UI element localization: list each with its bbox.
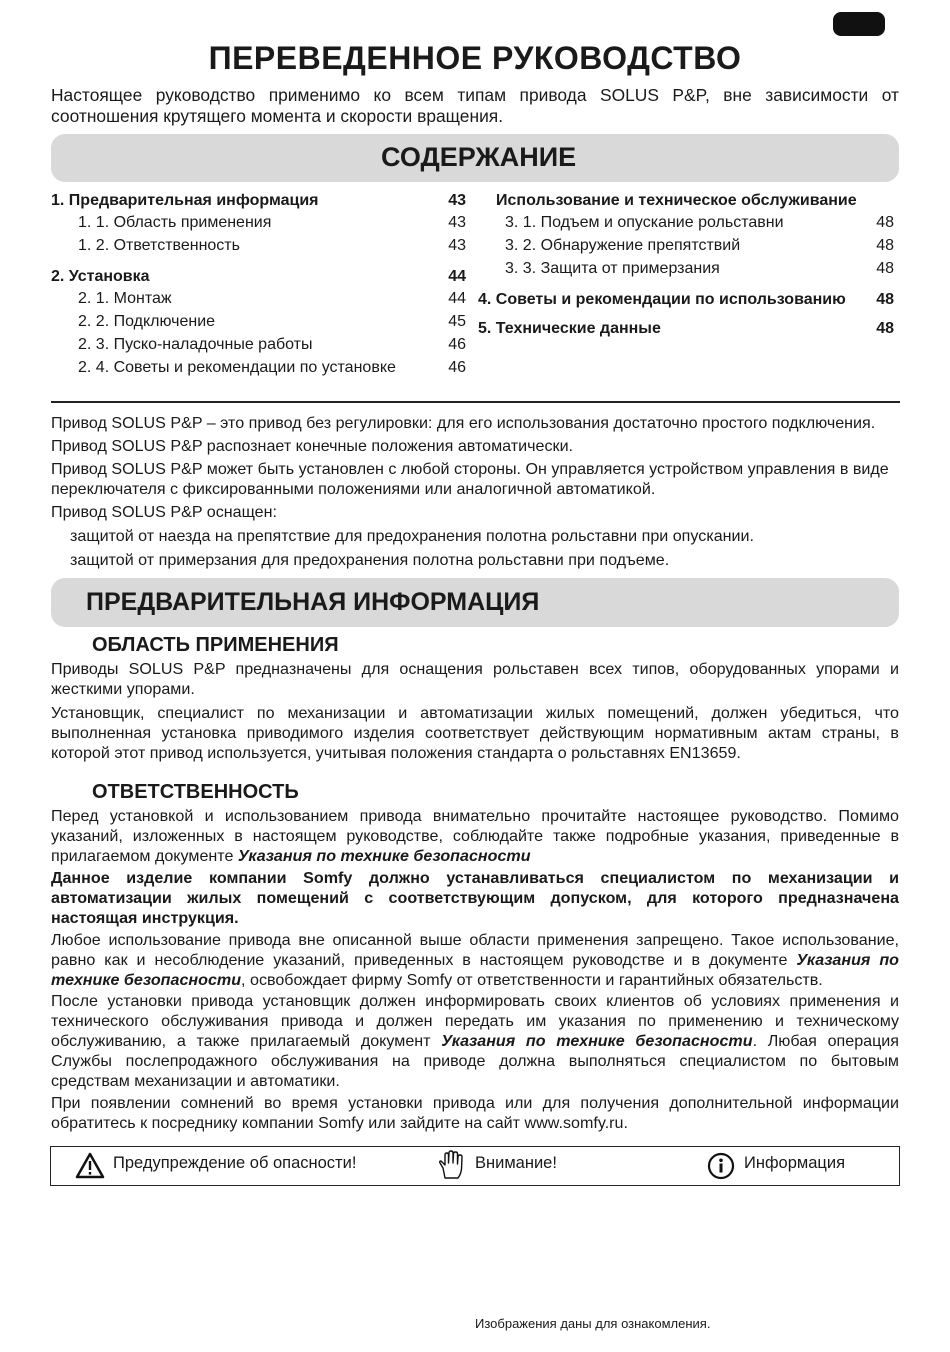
toc-entry[interactable]: 2. 3. Пуско-наладочные работы xyxy=(78,336,313,353)
overview-paragraph: Привод SOLUS P&P может быть установлен с любой стороны. Он управляется устройством управления в виде переключателя с фиксированными положениями или аналогичной автоматикой. xyxy=(51,460,889,498)
section-heading: ПРЕДВАРИТЕЛЬНАЯ ИНФОРМАЦИЯ xyxy=(86,588,540,616)
toc-entry[interactable]: 2. 2. Подключение xyxy=(78,313,216,330)
toc-heading: СОДЕРЖАНИЕ xyxy=(381,142,577,172)
body-paragraph-bold: Данное изделие компании Somfy должно устанавливаться специалистом по механизации и автоматизации жилых помещений с соответствующим допуском, для которого предназначена настоящая инструкция. xyxy=(51,869,899,927)
toc-entry[interactable]: 2. 4. Советы и рекомендации по установке xyxy=(78,359,396,376)
toc-page-number: 46 xyxy=(448,336,466,353)
intro-paragraph: Настоящее руководство применимо ко всем типам привода SOLUS P&P, вне зависимости от соотношения крутящего момента и скорости вращения. xyxy=(51,85,899,126)
doc-reference: Указания по технике безопасности xyxy=(237,847,531,865)
toc-page-number: 48 xyxy=(876,260,894,277)
legend-attention-label: Внимание! xyxy=(475,1154,557,1172)
overview-paragraph: Привод SOLUS P&P оснащен: xyxy=(51,503,277,521)
text-run: Перед установкой и использованием привода внимательно прочитайте настоящее руководство. Помимо указаний, изложенных в настоящем руководстве, соблюдайте также подробные указания, приведенные в прилагаемом документе xyxy=(51,807,899,865)
toc-page-number: 43 xyxy=(448,192,466,209)
toc-entry[interactable]: 3. 3. Защита от примерзания xyxy=(505,260,720,277)
section-banner xyxy=(51,578,899,627)
toc-page-number: 46 xyxy=(448,359,466,376)
toc-entry[interactable]: 5. Технические данные xyxy=(478,320,661,337)
doc-reference: Указания по технике безопасности xyxy=(441,1032,753,1050)
toc-entry[interactable]: 2. 1. Монтаж xyxy=(78,290,172,307)
feature-item: защитой от примерзания для предохранения полотна рольставни при подъеме. xyxy=(70,551,670,569)
warning-icon xyxy=(75,1152,105,1179)
text-run: . Любая операция Службы послепродажного обслуживания на приводе должна выполняться специалистом по бытовым средствам механизации и автоматики. xyxy=(51,1032,900,1090)
language-tab xyxy=(833,12,885,36)
body-paragraph: При появлении сомнений во время установки привода или для получения дополнительной информации обратитесь к посреднику компании Somfy или зайдите на сайт www.somfy.ru. xyxy=(51,1094,899,1132)
body-paragraph xyxy=(51,991,899,1091)
toc-entry[interactable]: 1. 2. Ответственность xyxy=(78,237,240,254)
toc-page-number: 48 xyxy=(876,291,894,308)
text-run: Любое использование привода вне описанной выше области применения запрещено. Такое использование, равно как и несоблюдение указаний, приведенных в настоящем руководстве и в документе xyxy=(51,931,899,969)
doc-reference: Указания по технике безопасности xyxy=(51,951,899,989)
divider xyxy=(51,401,900,403)
body-paragraph xyxy=(51,930,899,990)
toc-page-number: 44 xyxy=(448,268,466,285)
toc-entry[interactable]: 3. 1. Подъем и опускание рольставни xyxy=(505,214,784,231)
toc-page-number: 45 xyxy=(448,313,466,330)
subsection-heading: ОБЛАСТЬ ПРИМЕНЕНИЯ xyxy=(92,634,339,656)
toc-banner xyxy=(51,134,899,182)
toc-page-number: 48 xyxy=(876,214,894,231)
toc-page-number: 48 xyxy=(876,237,894,254)
overview-paragraph: Привод SOLUS P&P – это привод без регулировки: для его использования достаточно простого подключения. xyxy=(51,414,876,432)
overview-paragraph: Привод SOLUS P&P распознает конечные положения автоматически. xyxy=(51,437,574,455)
toc-entry[interactable]: 2. Установка xyxy=(51,268,150,285)
toc-page-number: 44 xyxy=(448,290,466,307)
legend-info-label: Информация xyxy=(744,1154,846,1172)
toc-entry[interactable]: 1. Предварительная информация xyxy=(51,192,319,209)
text-run: После установки привода установщик должен информировать своих клиентов об условиях применения и технического обслуживания привода и должен передать им указания по применению и техническому обслуживанию, а также прилагаемый документ xyxy=(51,992,899,1050)
info-icon xyxy=(707,1152,735,1180)
text-run: , освобождает фирму Somfy от ответственности и гарантийных обязательств. xyxy=(241,971,823,989)
body-paragraph: Установщик, специалист по механизации и автоматизации жилых помещений, должен убедиться, что выполненная установка приводимого изделия соответствует действующим нормативным актам страны, в которой этот привод используется, учитывая положения стандарта о рольставнях EN13659. xyxy=(51,704,899,762)
page-title: ПЕРЕВЕДЕННОЕ РУКОВОДСТВО xyxy=(208,40,742,76)
subsection-heading: ОТВЕТСТВЕННОСТЬ xyxy=(92,781,299,803)
toc-entry[interactable]: Использование и техническое обслуживание xyxy=(496,192,857,209)
toc-page-number: 43 xyxy=(448,214,466,231)
hand-icon xyxy=(437,1150,465,1180)
toc-page-number: 43 xyxy=(448,237,466,254)
toc-entry[interactable]: 1. 1. Область применения xyxy=(78,214,272,231)
body-paragraph: Приводы SOLUS P&P предназначены для оснащения рольставен всех типов, оборудованных упорами и жесткими упорами. xyxy=(51,660,899,698)
body-paragraph xyxy=(51,806,899,866)
legend-danger-label: Предупреждение об опасности! xyxy=(113,1154,357,1172)
footer-note: Изображения даны для ознакомления. xyxy=(475,1316,711,1331)
toc-page-number: 48 xyxy=(876,320,894,337)
toc-entry[interactable]: 4. Советы и рекомендации по использованию xyxy=(478,291,846,308)
feature-item: защитой от наезда на препятствие для предохранения полотна рольставни при опускании. xyxy=(70,527,754,545)
symbol-legend xyxy=(50,1146,900,1186)
toc-entry[interactable]: 3. 2. Обнаружение препятствий xyxy=(505,237,741,254)
